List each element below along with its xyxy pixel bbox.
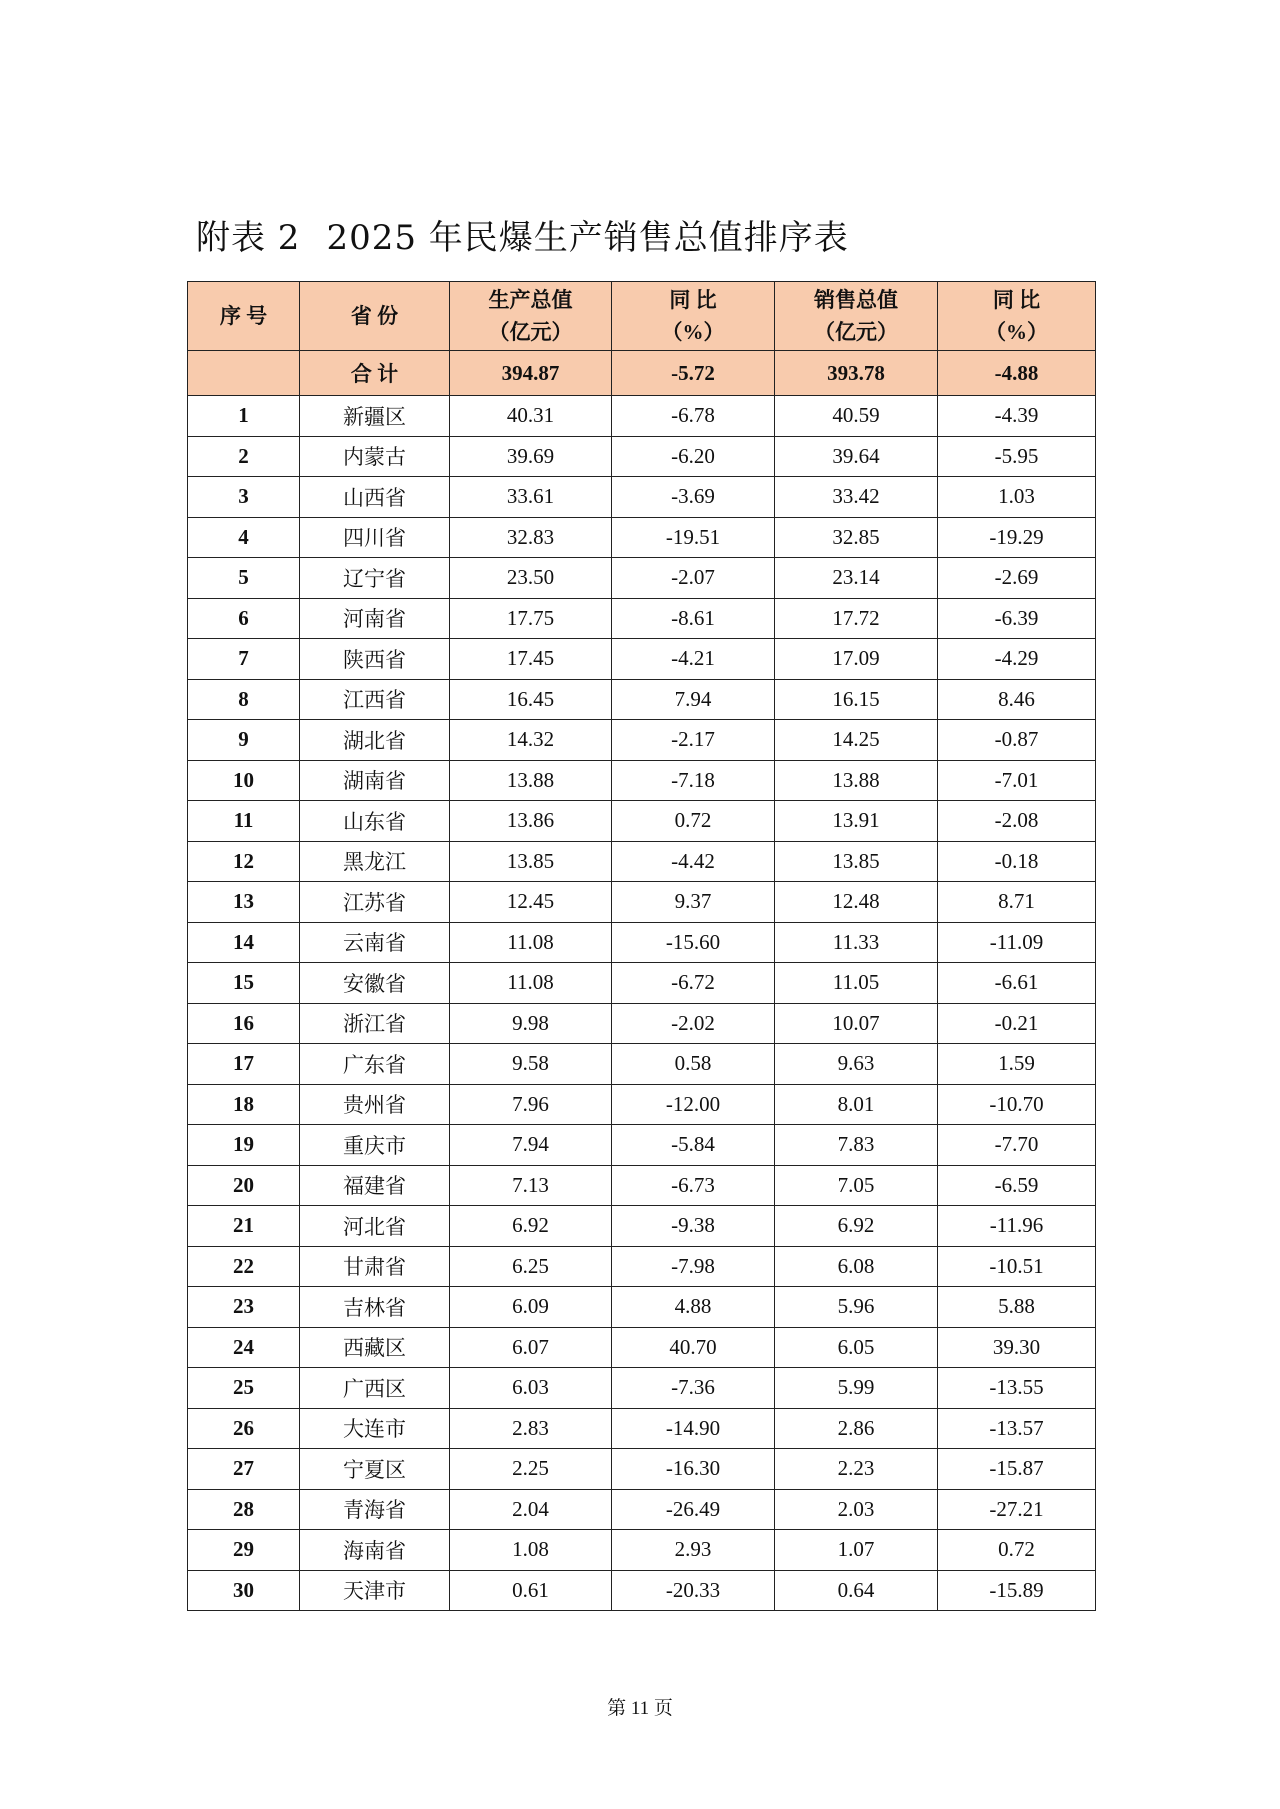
sales-yoy-cell: -6.59 <box>938 1165 1096 1206</box>
production-yoy-cell: -6.72 <box>612 963 775 1004</box>
province-cell: 海南省 <box>300 1530 450 1571</box>
production-yoy-cell: -4.21 <box>612 639 775 680</box>
rank-cell: 26 <box>188 1408 300 1449</box>
table-row <box>188 396 1096 437</box>
table-row <box>188 801 1096 842</box>
production-cell: 7.96 <box>450 1084 612 1125</box>
header-production-yoy <box>612 282 775 351</box>
header-rank <box>188 282 300 351</box>
table-body <box>188 351 1096 1611</box>
ranking-table <box>187 281 1096 1611</box>
sales-cell: 6.08 <box>775 1246 938 1287</box>
production-cell: 2.04 <box>450 1489 612 1530</box>
production-yoy-cell: -6.73 <box>612 1165 775 1206</box>
table-row <box>188 922 1096 963</box>
province-cell: 山东省 <box>300 801 450 842</box>
province-cell: 安徽省 <box>300 963 450 1004</box>
production-cell: 6.25 <box>450 1246 612 1287</box>
sales-cell: 0.64 <box>775 1570 938 1611</box>
table-row <box>188 1408 1096 1449</box>
production-cell: 6.09 <box>450 1287 612 1328</box>
province-cell: 大连市 <box>300 1408 450 1449</box>
rank-cell: 9 <box>188 720 300 761</box>
production-yoy-cell: -15.60 <box>612 922 775 963</box>
sales-yoy-cell: -13.55 <box>938 1368 1096 1409</box>
sales-yoy-cell: -4.29 <box>938 639 1096 680</box>
production-yoy-cell: -2.07 <box>612 558 775 599</box>
province-cell: 吉林省 <box>300 1287 450 1328</box>
production-cell: 9.98 <box>450 1003 612 1044</box>
sales-cell: 5.99 <box>775 1368 938 1409</box>
table-row <box>188 882 1096 923</box>
title-text: 2025 年民爆生产销售总值排序表 <box>326 218 849 258</box>
rank-cell: 18 <box>188 1084 300 1125</box>
production-cell: 11.08 <box>450 963 612 1004</box>
rank-cell: 5 <box>188 558 300 599</box>
province-cell: 黑龙江 <box>300 841 450 882</box>
rank-cell: 6 <box>188 598 300 639</box>
production-yoy-cell: 40.70 <box>612 1327 775 1368</box>
province-cell: 湖北省 <box>300 720 450 761</box>
province-cell: 湖南省 <box>300 760 450 801</box>
table-row <box>188 598 1096 639</box>
sales-cell: 1.07 <box>775 1530 938 1571</box>
title-label: 附表 2 <box>196 218 301 258</box>
sales-yoy-cell: 1.03 <box>938 477 1096 518</box>
sales-yoy-cell: 5.88 <box>938 1287 1096 1328</box>
table-row <box>188 1246 1096 1287</box>
production-cell: 17.75 <box>450 598 612 639</box>
sales-cell: 9.63 <box>775 1044 938 1085</box>
province-cell: 山西省 <box>300 477 450 518</box>
sales-yoy-cell: -4.39 <box>938 396 1096 437</box>
table-row <box>188 1165 1096 1206</box>
sales-cell: 7.83 <box>775 1125 938 1166</box>
sales-cell: 10.07 <box>775 1003 938 1044</box>
table-row <box>188 1368 1096 1409</box>
province-cell: 甘肃省 <box>300 1246 450 1287</box>
rank-cell: 20 <box>188 1165 300 1206</box>
production-cell: 23.50 <box>450 558 612 599</box>
table-row <box>188 436 1096 477</box>
sales-yoy-cell: -10.51 <box>938 1246 1096 1287</box>
province-cell: 浙江省 <box>300 1003 450 1044</box>
header-province <box>300 282 450 351</box>
table-row <box>188 1449 1096 1490</box>
sales-cell: 13.91 <box>775 801 938 842</box>
sales-yoy-cell: -2.69 <box>938 558 1096 599</box>
province-cell: 辽宁省 <box>300 558 450 599</box>
rank-cell: 17 <box>188 1044 300 1085</box>
sales-yoy-cell: -11.09 <box>938 922 1096 963</box>
production-yoy-cell: 9.37 <box>612 882 775 923</box>
table-row <box>188 1530 1096 1571</box>
rank-cell: 22 <box>188 1246 300 1287</box>
sales-cell: 6.05 <box>775 1327 938 1368</box>
header-rank-label: 序 号 <box>219 304 268 328</box>
sales-cell: 13.88 <box>775 760 938 801</box>
sales-yoy-cell: -13.57 <box>938 1408 1096 1449</box>
sales-cell: 32.85 <box>775 517 938 558</box>
province-cell: 青海省 <box>300 1489 450 1530</box>
sales-cell: 14.25 <box>775 720 938 761</box>
production-cell: 7.94 <box>450 1125 612 1166</box>
production-cell: 6.07 <box>450 1327 612 1368</box>
production-yoy-cell: -12.00 <box>612 1084 775 1125</box>
rank-cell: 3 <box>188 477 300 518</box>
province-cell: 内蒙古 <box>300 436 450 477</box>
production-yoy-cell: -6.78 <box>612 396 775 437</box>
table-row <box>188 841 1096 882</box>
sales-cell: 8.01 <box>775 1084 938 1125</box>
table-row <box>188 1489 1096 1530</box>
sales-yoy-cell: -0.21 <box>938 1003 1096 1044</box>
production-cell: 13.85 <box>450 841 612 882</box>
province-cell: 重庆市 <box>300 1125 450 1166</box>
province-cell: 广东省 <box>300 1044 450 1085</box>
production-yoy-cell: -26.49 <box>612 1489 775 1530</box>
province-cell: 陕西省 <box>300 639 450 680</box>
rank-cell: 25 <box>188 1368 300 1409</box>
total-row <box>188 351 1096 396</box>
table-row <box>188 1327 1096 1368</box>
rank-cell: 13 <box>188 882 300 923</box>
header-production-yoy-line2: （%） <box>661 320 725 344</box>
province-cell: 西藏区 <box>300 1327 450 1368</box>
table-row <box>188 477 1096 518</box>
sales-cell: 5.96 <box>775 1287 938 1328</box>
production-cell: 12.45 <box>450 882 612 923</box>
sales-cell: 13.85 <box>775 841 938 882</box>
production-cell: 14.32 <box>450 720 612 761</box>
rank-cell: 21 <box>188 1206 300 1247</box>
production-yoy-cell: -7.18 <box>612 760 775 801</box>
sales-yoy-cell: -15.89 <box>938 1570 1096 1611</box>
province-cell: 新疆区 <box>300 396 450 437</box>
sales-cell: 39.64 <box>775 436 938 477</box>
rank-cell: 16 <box>188 1003 300 1044</box>
sales-yoy-cell: -11.96 <box>938 1206 1096 1247</box>
header-province-label: 省 份 <box>350 304 399 328</box>
table-row <box>188 1003 1096 1044</box>
table-row <box>188 1206 1096 1247</box>
rank-cell: 19 <box>188 1125 300 1166</box>
header-production-yoy-line1: 同 比 <box>669 288 717 312</box>
province-cell: 江西省 <box>300 679 450 720</box>
sales-yoy-cell: -7.70 <box>938 1125 1096 1166</box>
sales-yoy-cell: -0.18 <box>938 841 1096 882</box>
total-label: 合 计 <box>300 351 450 396</box>
sales-yoy-cell: 8.71 <box>938 882 1096 923</box>
table-row <box>188 639 1096 680</box>
page-title <box>196 210 849 259</box>
sales-yoy-cell: -5.95 <box>938 436 1096 477</box>
production-yoy-cell: -8.61 <box>612 598 775 639</box>
sales-cell: 2.86 <box>775 1408 938 1449</box>
sales-cell: 12.48 <box>775 882 938 923</box>
sales-cell: 23.14 <box>775 558 938 599</box>
rank-cell: 29 <box>188 1530 300 1571</box>
production-cell: 32.83 <box>450 517 612 558</box>
production-cell: 16.45 <box>450 679 612 720</box>
production-cell: 13.88 <box>450 760 612 801</box>
production-yoy-cell: -19.51 <box>612 517 775 558</box>
rank-cell: 14 <box>188 922 300 963</box>
table-row <box>188 517 1096 558</box>
province-cell: 江苏省 <box>300 882 450 923</box>
header-sales-yoy-line2: （%） <box>985 320 1048 344</box>
header-row <box>188 282 1096 351</box>
table-row <box>188 1287 1096 1328</box>
rank-cell: 8 <box>188 679 300 720</box>
total-production: 394.87 <box>450 351 612 396</box>
production-cell: 2.25 <box>450 1449 612 1490</box>
rank-cell: 24 <box>188 1327 300 1368</box>
sales-cell: 17.72 <box>775 598 938 639</box>
sales-cell: 11.33 <box>775 922 938 963</box>
rank-cell: 23 <box>188 1287 300 1328</box>
production-cell: 17.45 <box>450 639 612 680</box>
production-yoy-cell: -7.36 <box>612 1368 775 1409</box>
production-cell: 6.92 <box>450 1206 612 1247</box>
table-row <box>188 1084 1096 1125</box>
sales-yoy-cell: 0.72 <box>938 1530 1096 1571</box>
rank-cell: 30 <box>188 1570 300 1611</box>
sales-yoy-cell: -6.39 <box>938 598 1096 639</box>
production-yoy-cell: -7.98 <box>612 1246 775 1287</box>
total-sales: 393.78 <box>775 351 938 396</box>
table-row <box>188 720 1096 761</box>
rank-cell: 1 <box>188 396 300 437</box>
production-yoy-cell: -2.02 <box>612 1003 775 1044</box>
header-sales-yoy <box>938 282 1096 351</box>
sales-cell: 11.05 <box>775 963 938 1004</box>
production-cell: 0.61 <box>450 1570 612 1611</box>
rank-cell: 7 <box>188 639 300 680</box>
sales-cell: 17.09 <box>775 639 938 680</box>
sales-yoy-cell: -7.01 <box>938 760 1096 801</box>
sales-yoy-cell: 8.46 <box>938 679 1096 720</box>
rank-cell: 12 <box>188 841 300 882</box>
sales-yoy-cell: -15.87 <box>938 1449 1096 1490</box>
table-row <box>188 760 1096 801</box>
province-cell: 河北省 <box>300 1206 450 1247</box>
sales-yoy-cell: -27.21 <box>938 1489 1096 1530</box>
rank-cell: 10 <box>188 760 300 801</box>
table-row <box>188 558 1096 599</box>
rank-cell: 11 <box>188 801 300 842</box>
production-yoy-cell: -4.42 <box>612 841 775 882</box>
province-cell: 天津市 <box>300 1570 450 1611</box>
rank-cell: 27 <box>188 1449 300 1490</box>
page-number: 第 11 页 <box>607 1698 673 1719</box>
header-production <box>450 282 612 351</box>
production-yoy-cell: -9.38 <box>612 1206 775 1247</box>
sales-cell: 33.42 <box>775 477 938 518</box>
rank-cell: 28 <box>188 1489 300 1530</box>
rank-cell: 2 <box>188 436 300 477</box>
sales-cell: 2.03 <box>775 1489 938 1530</box>
table-row <box>188 963 1096 1004</box>
production-yoy-cell: -20.33 <box>612 1570 775 1611</box>
table-row <box>188 679 1096 720</box>
production-yoy-cell: 4.88 <box>612 1287 775 1328</box>
province-cell: 河南省 <box>300 598 450 639</box>
production-cell: 11.08 <box>450 922 612 963</box>
province-cell: 宁夏区 <box>300 1449 450 1490</box>
total-rank <box>188 351 300 396</box>
sales-yoy-cell: 39.30 <box>938 1327 1096 1368</box>
sales-cell: 7.05 <box>775 1165 938 1206</box>
production-yoy-cell: -14.90 <box>612 1408 775 1449</box>
production-yoy-cell: 0.72 <box>612 801 775 842</box>
header-production-line1: 生产总值 <box>488 288 573 312</box>
sales-yoy-cell: 1.59 <box>938 1044 1096 1085</box>
header-sales-yoy-line1: 同 比 <box>992 288 1041 312</box>
production-yoy-cell: -3.69 <box>612 477 775 518</box>
total-production-yoy: -5.72 <box>612 351 775 396</box>
sales-yoy-cell: -10.70 <box>938 1084 1096 1125</box>
production-cell: 6.03 <box>450 1368 612 1409</box>
total-sales-yoy: -4.88 <box>938 351 1096 396</box>
production-yoy-cell: 2.93 <box>612 1530 775 1571</box>
production-yoy-cell: 7.94 <box>612 679 775 720</box>
production-cell: 9.58 <box>450 1044 612 1085</box>
sales-yoy-cell: -6.61 <box>938 963 1096 1004</box>
rank-cell: 4 <box>188 517 300 558</box>
header-sales-line2: （亿元） <box>814 320 898 344</box>
header-sales-line1: 销售总值 <box>814 288 898 312</box>
production-yoy-cell: -2.17 <box>612 720 775 761</box>
province-cell: 福建省 <box>300 1165 450 1206</box>
production-cell: 13.86 <box>450 801 612 842</box>
header-production-line2: （亿元） <box>488 320 573 344</box>
table-header <box>188 282 1096 351</box>
sales-cell: 16.15 <box>775 679 938 720</box>
production-yoy-cell: -5.84 <box>612 1125 775 1166</box>
province-cell: 广西区 <box>300 1368 450 1409</box>
table-row <box>188 1125 1096 1166</box>
sales-cell: 2.23 <box>775 1449 938 1490</box>
table-row <box>188 1570 1096 1611</box>
province-cell: 四川省 <box>300 517 450 558</box>
production-cell: 40.31 <box>450 396 612 437</box>
header-sales <box>775 282 938 351</box>
production-cell: 7.13 <box>450 1165 612 1206</box>
table-row <box>188 1044 1096 1085</box>
sales-cell: 40.59 <box>775 396 938 437</box>
rank-cell: 15 <box>188 963 300 1004</box>
production-yoy-cell: 0.58 <box>612 1044 775 1085</box>
production-yoy-cell: -16.30 <box>612 1449 775 1490</box>
production-yoy-cell: -6.20 <box>612 436 775 477</box>
production-cell: 39.69 <box>450 436 612 477</box>
sales-yoy-cell: -19.29 <box>938 517 1096 558</box>
sales-yoy-cell: -0.87 <box>938 720 1096 761</box>
province-cell: 贵州省 <box>300 1084 450 1125</box>
production-cell: 2.83 <box>450 1408 612 1449</box>
production-cell: 33.61 <box>450 477 612 518</box>
sales-cell: 6.92 <box>775 1206 938 1247</box>
sales-yoy-cell: -2.08 <box>938 801 1096 842</box>
province-cell: 云南省 <box>300 922 450 963</box>
production-cell: 1.08 <box>450 1530 612 1571</box>
